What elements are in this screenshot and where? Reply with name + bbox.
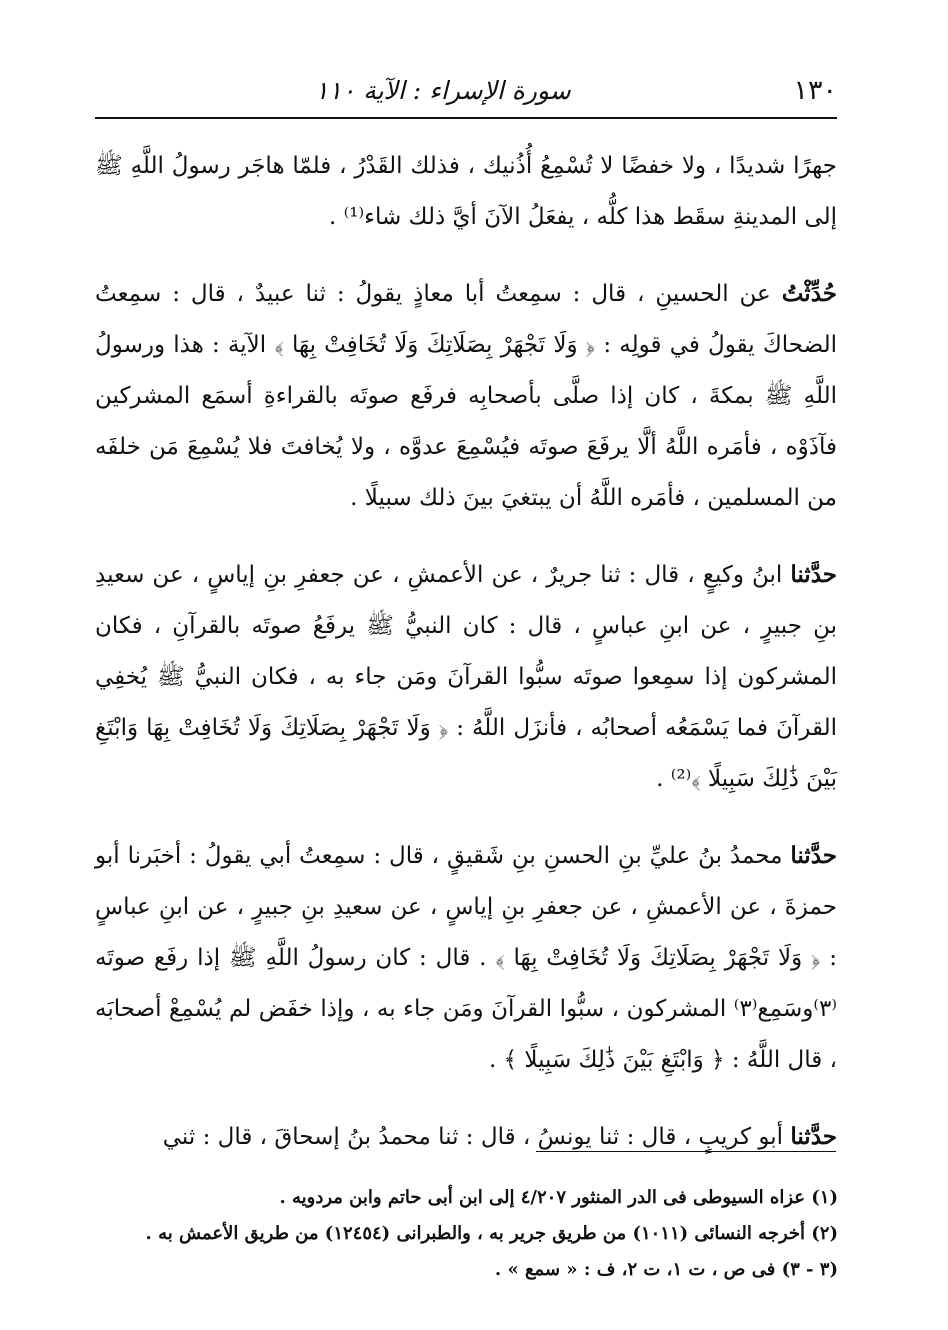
- footnote: (٣ - ٣) فى ص ، ت ١، ت ٢، ف : « سمع » .: [494, 1259, 838, 1280]
- paragraph-lead: حدَّثنا: [790, 842, 837, 869]
- paragraph-lead: حدَّثنا: [790, 561, 837, 588]
- paragraph-text: محمدُ بنُ عليِّ بنِ الحسنِ بنِ شَقيقٍ ، قال : سمِعتُ أبي يقولُ : أخبَرنا أبو حمزةَ ، عن الأعمشِ ، عن جعفرِ بنِ إياسٍ ، عن سعيدِ بنِ جبيرٍ ، عن ابنِ عباسٍ : ﴿ وَلَا تَجْهَرْ بِصَلَاتِكَ وَلَا تُخَافِتْ بِهَا ﴾ . قال : كان رسولُ اللَّهِ ﷺ إذا رفَع صوتَه ⁽٣⁾وسَمِع⁽٣⁾ المشركون ، سبُّوا القرآنَ ومَن جاء به ، وإذا خفَض لم يُسْمِعْ أصحابَه ، قال اللَّهُ : ﴿ وَابْتَغِ بَيْنَ ذَٰلِكَ سَبِيلًا ﴾ .: [95, 843, 837, 1073]
- paragraph: [95, 549, 837, 805]
- paragraph-text: جهرًا شديدًا ، ولا خفضًا لا تُسْمِعُ أُذُنيك ، فذلك القَدْرُ ، فلمّا هاجَر رسولُ اللَّهِ ﷺ إلى المدينةِ سقَط هذا كلُّه ، يفعَلُ الآنَ أيَّ ذلك شاء⁽¹⁾ .: [95, 153, 837, 230]
- page-header: [95, 70, 837, 110]
- paragraph-lead: حُدِّثْتُ: [781, 280, 837, 307]
- paragraph-lead: حدَّثنا: [790, 1123, 837, 1150]
- footnote: (٢) أخرجه النسائى (١٠١١) من طريق جرير به ، والطبرانى (١٢٤٥٤) من طريق الأعمش به .: [145, 1223, 838, 1244]
- paragraph: [95, 140, 837, 243]
- main-text: [95, 140, 837, 1188]
- paragraph-text: ابنُ وكيعٍ ، قال : ثنا جريرٌ ، عن الأعمشِ ، عن جعفرِ بنِ إياسٍ ، عن سعيدِ بنِ جبيرٍ ، عن ابنِ عباسٍ ، قال : كان النبيُّ ﷺ يرفَعُ صوتَه بالقرآنِ ، فكان المشركون إذا سمِعوا صوتَه سبُّوا القرآنَ ومَن جاء به ، فكان النبيُّ ﷺ يُخفِي القرآنَ فما يَسْمَعُه أصحابُه ، فأنزَل اللَّهُ : ﴿ وَلَا تَجْهَرْ بِصَلَاتِكَ وَلَا تُخَافِتْ بِهَا وَابْتَغِ بَيْنَ ذَٰلِكَ سَبِيلًا ﴾⁽²⁾ .: [95, 562, 837, 792]
- paragraph: [95, 830, 837, 1086]
- footnote: (١) عزاه السيوطى فى الدر المنثور ٤/٢٠٧ إلى ابن أبى حاتم وابن مردويه .: [279, 1187, 838, 1208]
- paragraph-text: أبو كريبٍ ، قال : ثنا يونسُ ، قال : ثنا محمدُ بنُ إسحاقَ ، قال : ثني: [162, 1124, 791, 1150]
- footnote-divider: [536, 1151, 836, 1152]
- page-number: ١٣٠: [793, 74, 837, 106]
- paragraph-text: عن الحسينِ ، قال : سمِعتُ أبا معاذٍ يقولُ : ثنا عبيدٌ ، قال : سمِعتُ الضحاكَ يقولُ في قولِه : ﴿ وَلَا تَجْهَرْ بِصَلَاتِكَ وَلَا تُخَافِتْ بِهَا ﴾ الآية : هذا ورسولُ اللَّهِ ﷺ بمكةَ ، كان إذا صلَّى بأصحابِه فرفَع صوتَه بالقراءةِ أسمَع المشركين فآذَوْه ، فأمَره اللَّهُ ألَّا يرفَعَ صوتَه فيُسْمِعَ عدوَّه ، ولا يُخافتَ فلا يُسْمِعَ مَن خلفَه من المسلمين ، فأمَره اللَّهُ أن يبتغيَ بينَ ذلك سبيلًا .: [95, 281, 837, 511]
- paragraph: [95, 1111, 837, 1163]
- paragraph: [95, 268, 837, 524]
- header-divider: [95, 117, 837, 119]
- footnotes: [140, 1180, 838, 1288]
- running-title: سورة الإسراء : الآية ١١٠: [315, 75, 571, 105]
